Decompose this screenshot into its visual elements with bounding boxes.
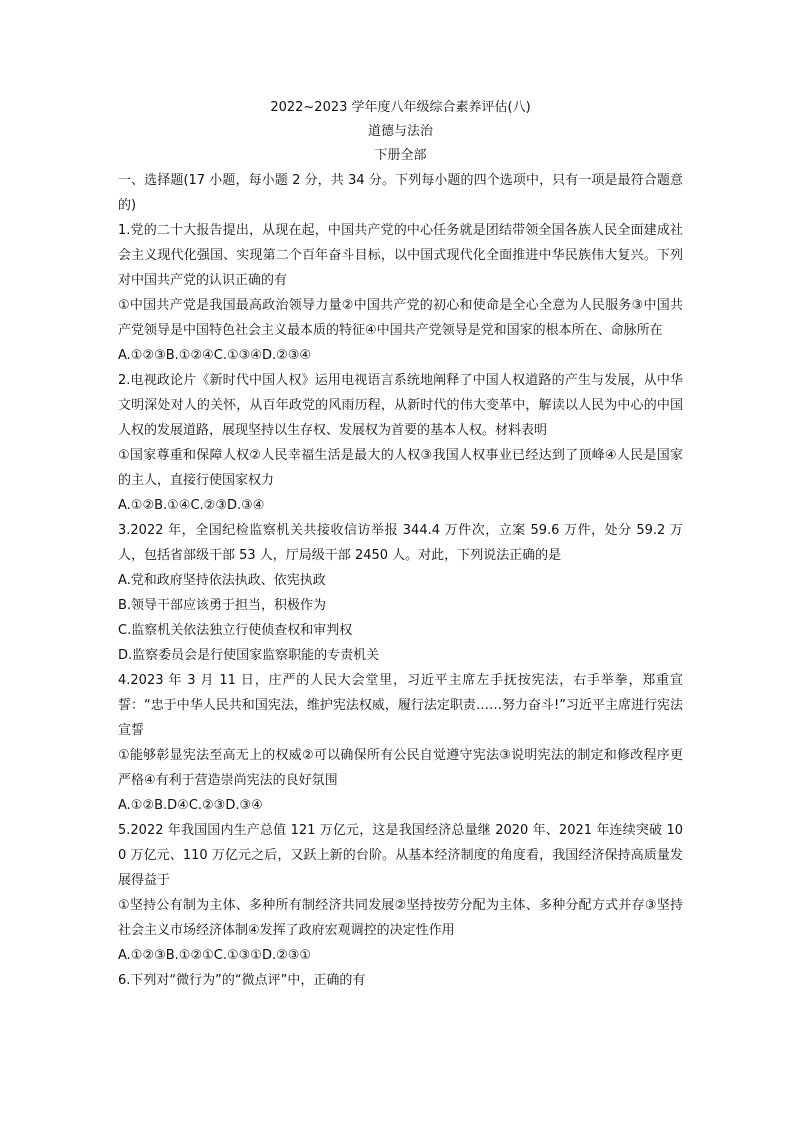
- question-3-option-c: C.监察机关依法独立行使侦查权和审判权: [118, 623, 353, 638]
- question-5-statements: ①坚持公有制为主体、多种所有制经济共同发展②坚持按劳分配为主体、多种分配方式并存③坚持社会主义市场经济体制④发挥了政府宏观调控的决定性作用: [118, 898, 683, 938]
- scope-title: 下册全部: [374, 148, 427, 163]
- question-4-options: A.①②B.D④C.②③D.③④: [118, 798, 263, 813]
- exam-title: 2022~2023 学年度八年级综合素养评估(八): [270, 100, 531, 115]
- subject-title: 道德与法治: [367, 124, 433, 139]
- question-3-option-d: D.监察委员会是行使国家监察职能的专责机关: [118, 648, 380, 663]
- question-4-stem: 4.2023 年 3 月 11 日，庄严的人民大会堂里，习近平主席左手抚按宪法，右手举拳，郑重宣誓：“忠于中华人民共和国宪法，维护宪法权威，履行法定职责……努力奋斗!”习近平主席进行宪法宣誓: [118, 673, 683, 738]
- section-heading: 一、选择题(17 小题，每小题 2 分，共 34 分。下列每小题的四个选项中，只有一项是最符合题意的): [118, 173, 683, 213]
- question-6-stem: 6.下列对“微行为”的“微点评”中，正确的有: [118, 973, 366, 988]
- question-5-options: A.①②③B.①②①C.①③①D.②③①: [118, 948, 312, 963]
- question-3-option-b: B.领导干部应该勇于担当，积极作为: [118, 598, 327, 613]
- question-4-statements: ①能够彰显宪法至高无上的权威②可以确保所有公民自觉遵守宪法③说明宪法的制定和修改程序更严格④有利于营造崇尚宪法的良好氛围: [118, 748, 683, 788]
- question-2-options: A.①②B.①④C.②③D.③④: [118, 498, 265, 513]
- question-3-option-a: A.党和政府坚持依法执政、依宪执政: [118, 573, 326, 588]
- question-3-stem: 3.2022 年，全国纪检监察机关共接收信访举报 344.4 万件次，立案 59.6 万件，处分 59.2 万人，包括省部级干部 53 人，厅局级干部 2450 人。对此，下列说法正确的是: [118, 523, 683, 563]
- question-2-statements: ①国家尊重和保障人权②人民幸福生活是最大的人权③我国人权事业已经达到了顶峰④人民是国家的主人，直接行使国家权力: [118, 448, 683, 488]
- question-5-stem: 5.2022 年我国国内生产总值 121 万亿元，这是我国经济总量继 2020 年、2021 年连续突破 100 万亿元、110 万亿元之后，又跃上新的台阶。从基本经济制度的角度看，我国经济保持高质量发展得益于: [118, 823, 683, 888]
- exam-page: [118, 96, 683, 993]
- question-1-stem: 1.党的二十大报告提出，从现在起，中国共产党的中心任务就是团结带领全国各族人民全面建成社会主义现代化强国、实现第二个百年奋斗目标，以中国式现代化全面推进中华民族伟大复兴。下列对中国共产党的认识正确的有: [118, 223, 683, 288]
- question-1-options: A.①②③B.①②④C.①③④D.②③④: [118, 348, 312, 363]
- question-2-stem: 2.电视政论片《新时代中国人权》运用电视语言系统地阐释了中国人权道路的产生与发展，从中华文明深处对人的关怀，从百年政党的风雨历程，从新时代的伟大变革中，解读以人民为中心的中国人权的发展道路，展现坚持以生存权、发展权为首要的基本人权。材料表明: [118, 373, 683, 438]
- question-1-statements: ①中国共产党是我国最高政治领导力量②中国共产党的初心和使命是全心全意为人民服务③中国共产党领导是中国特色社会主义最本质的特征④中国共产党领导是党和国家的根本所在、命脉所在: [118, 298, 683, 338]
